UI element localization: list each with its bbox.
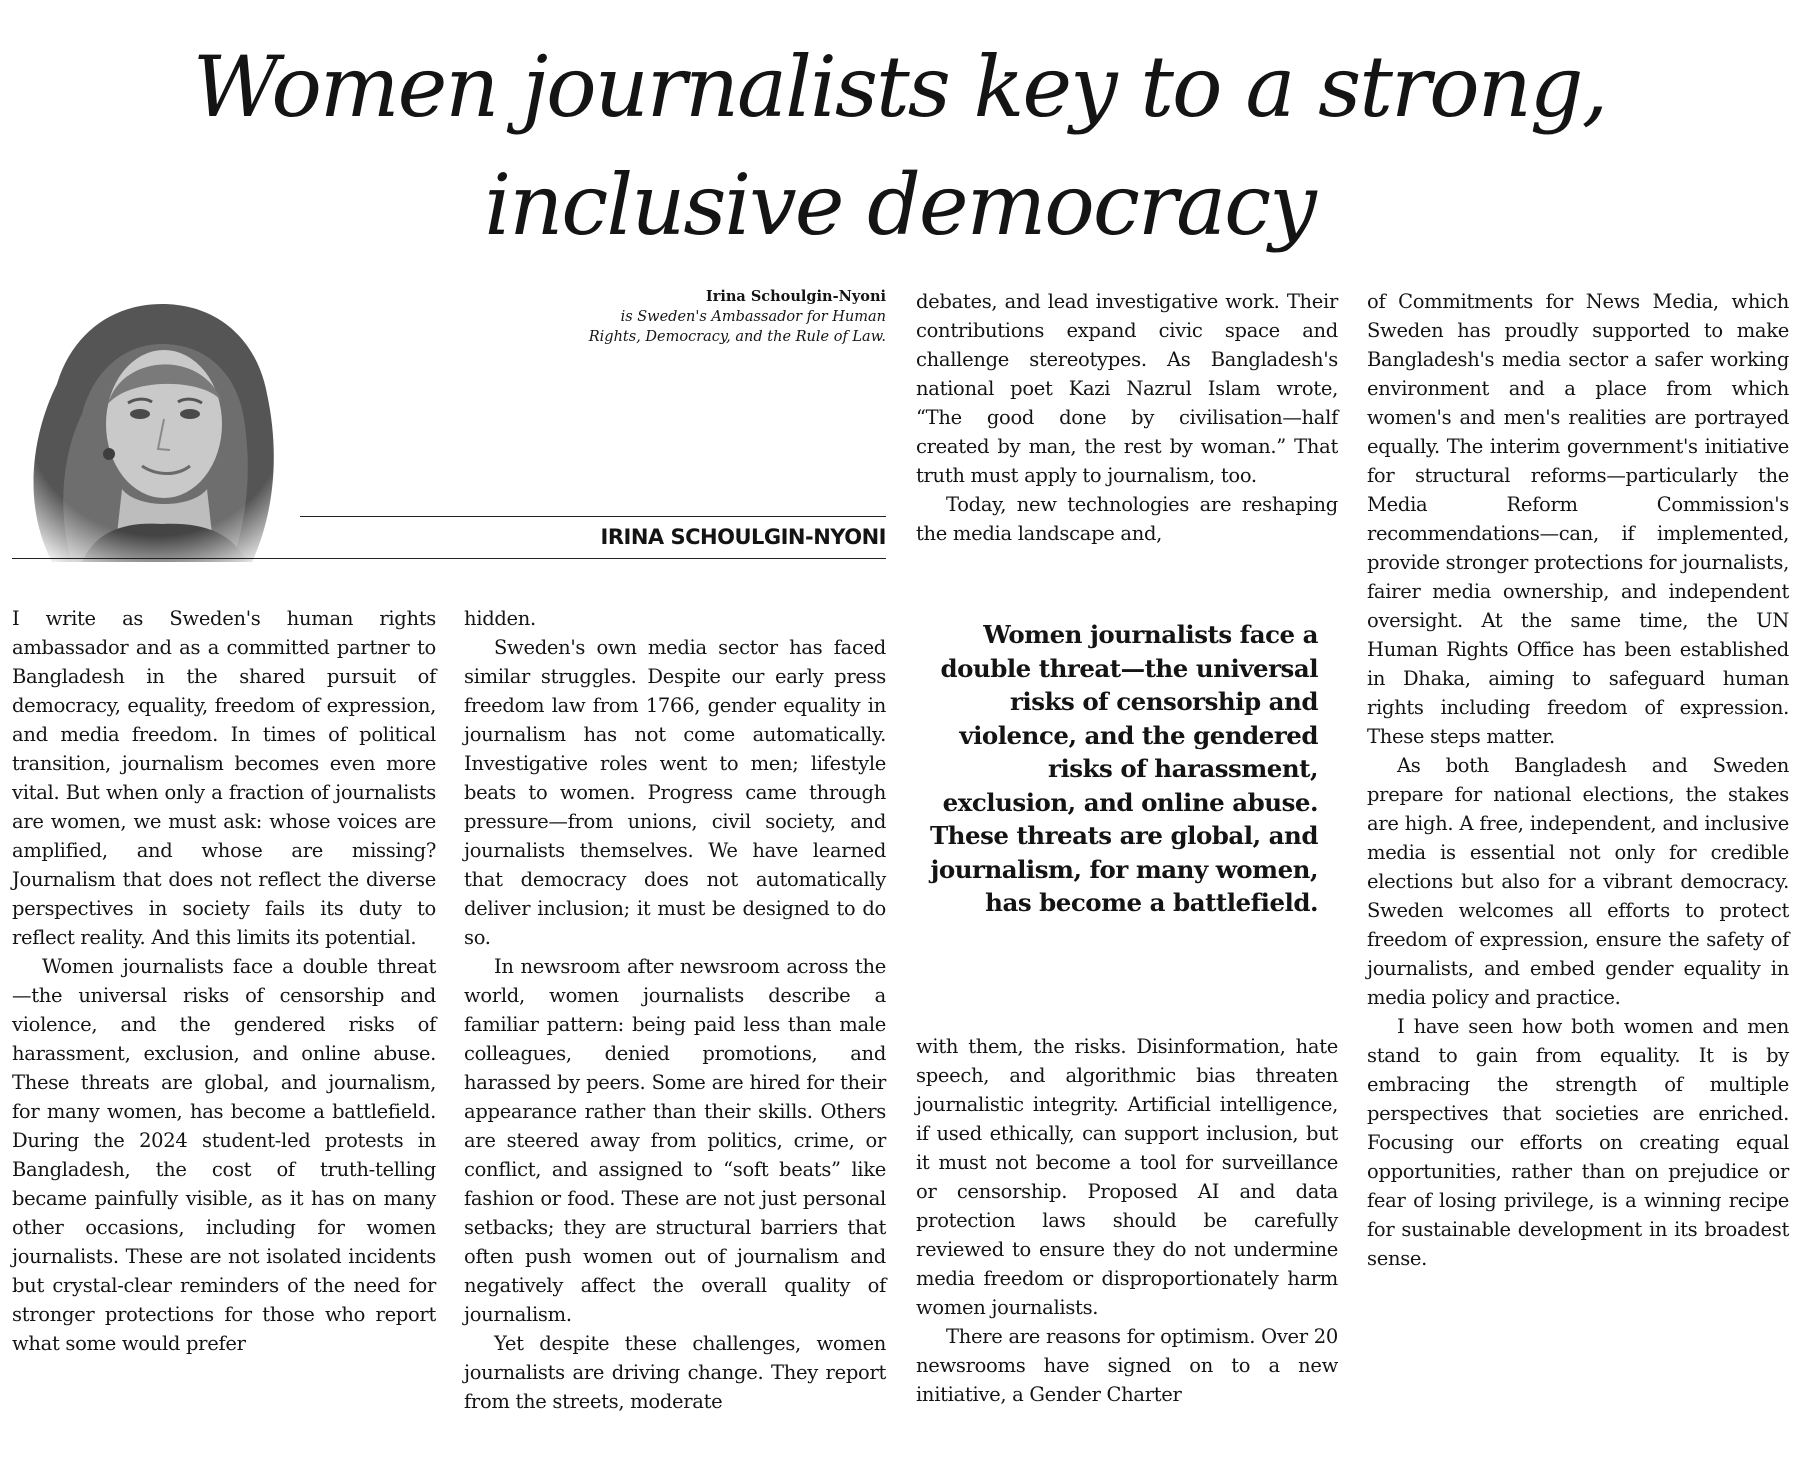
paragraph: of Commitments for News Media, which Sweden has proudly supported to make Bangladesh's media sector a safer working environment and a place from which women's and men's realities are portrayed equally. The interim government's initiative for structural reforms—particularly the Media Reform Commission's recommendations—can, if implemented, provide stronger protections for journalists, fairer media ownership, and independent oversight. At the same time, the UN Human Rights Office has been established in Dhaka, aiming to safeguard human rights including freedom of expression. These steps matter.	[1367, 290, 1789, 748]
pull-quote: Women journalists face a double threat—the universal risks of censorship and violence, and the gendered risks of harassment, exclusion, and online abuse. These threats are global, and journalism, for many women, has become a battlefield.	[929, 620, 1318, 917]
byline-bottom-rule	[12, 558, 886, 559]
byline: IRINA SCHOULGIN-NYONI	[600, 525, 886, 549]
bio-name: Irina Schoulgin-Nyoni	[705, 288, 886, 305]
paragraph: There are reasons for optimism. Over 20 newsrooms have signed on to a new initiative, a Gender Charter	[916, 1325, 1338, 1406]
column-3-bottom	[916, 1032, 1338, 1409]
paragraph: I write as Sweden's human rights ambassador and as a committed partner to Bangladesh in the shared pursuit of democracy, equality, freedom of expression, and media freedom. In times of political transition, journalism becomes even more vital. But when only a fraction of journalists are women, we must ask: whose voices are amplified, and whose are missing? Journalism that does not reflect the diverse perspectives in society fails its duty to reflect reality. And this limits its potential.	[12, 607, 436, 949]
paragraph: debates, and lead investigative work. Their contributions expand civic space and challenge stereotypes. As Bangladesh's national poet Kazi Nazrul Islam wrote, “The good done by civilisation—half created by man, the rest by woman.” That truth must apply to journalism, too.	[916, 290, 1338, 487]
column-2	[464, 604, 886, 1416]
paragraph: I have seen how both women and men stand to gain from equality. It is by embracing the strength of multiple perspectives that societies are enriched. Focusing our efforts on creating equal opportunities, rather than on prejudice or fear of losing privilege, is a winning recipe for sustainable development in its broadest sense.	[1367, 1015, 1789, 1270]
paragraph: As both Bangladesh and Sweden prepare for national elections, the stakes are high. A free, independent, and inclusive media is essential not only for credible elections but also for a vibrant democracy. Sweden welcomes all efforts to protect freedom of expression, ensure the safety of journalists, and embed gender equality in media policy and practice.	[1367, 754, 1789, 1009]
bio-role-line-2: Rights, Democracy, and the Rule of Law.	[588, 329, 886, 345]
bio-role-line-1: is Sweden's Ambassador for Human	[620, 309, 886, 325]
column-3-top	[916, 287, 1338, 548]
byline-top-rule	[300, 516, 886, 517]
headline	[0, 28, 1799, 264]
paragraph: Yet despite these challenges, women journalists are driving change. They report from the streets, moderate	[464, 1332, 886, 1413]
column-4	[1367, 287, 1789, 1273]
paragraph: In newsroom after newsroom across the world, women journalists describe a familiar pattern: being paid less than male colleagues, denied promotions, and harassed by peers. Some are hired for their appearance rather than their skills. Others are steered away from politics, crime, or conflict, and assigned to “soft beats” like fashion or food. These are not just personal setbacks; they are structural barriers that often push women out of journalism and negatively affect the overall quality of journalism.	[464, 955, 886, 1326]
author-bio	[470, 287, 886, 347]
paragraph: Sweden's own media sector has faced similar struggles. Despite our early press freedom law from 1766, gender equality in journalism has not come automatically. Investigative roles went to men; lifestyle beats to women. Progress came through pressure—from unions, civil society, and journalists themselves. We have learned that democracy does not automatically deliver inclusion; it must be designed to do so.	[464, 636, 886, 949]
author-portrait	[12, 284, 302, 562]
paragraph: hidden.	[464, 607, 536, 630]
paragraph: Women journalists face a double threat—the universal risks of censorship and violence, and the gendered risks of harassment, exclusion, and online abuse. These threats are global, and journalism, for many women, has become a battlefield. During the 2024 student-led protests in Bangladesh, the cost of truth-telling became painfully visible, as it has on many other occasions, including for women journalists. These are not isolated incidents but crystal-clear reminders of the need for stronger protections for those who report what some would prefer	[12, 955, 436, 1355]
paragraph: Today, new technologies are reshaping the media landscape and,	[916, 493, 1338, 545]
headline-line-1: Women journalists key to a strong,	[192, 38, 1607, 136]
headline-line-2: inclusive democracy	[484, 156, 1315, 254]
paragraph: with them, the risks. Disinformation, hate speech, and algorithmic bias threaten journalistic integrity. Artificial intelligence, if used ethically, can support inclusion, but it must not become a tool for surveillance or censorship. Proposed AI and data protection laws should be carefully reviewed to ensure they do not undermine media freedom or disproportionately harm women journalists.	[916, 1035, 1338, 1319]
column-1	[12, 604, 436, 1358]
